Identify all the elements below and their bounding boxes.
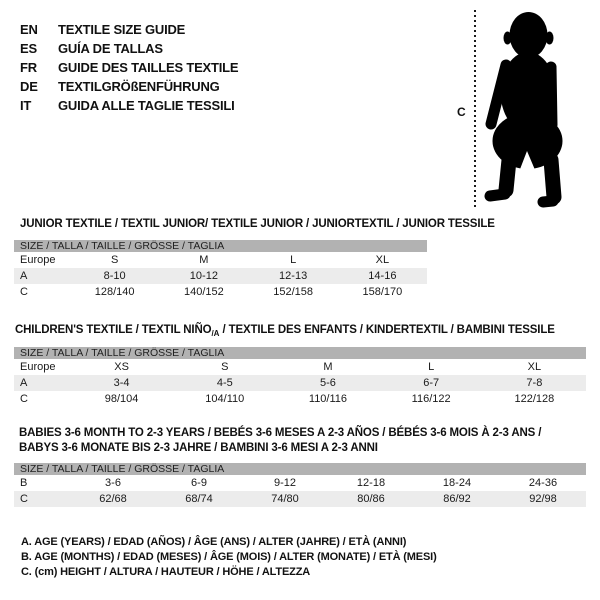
cell: 158/170 xyxy=(362,286,403,298)
language-title-list xyxy=(20,20,238,115)
lang-code: FR xyxy=(20,60,37,75)
cell: 6-9 xyxy=(191,477,207,489)
cell: 92/98 xyxy=(500,491,586,507)
cell: 110/116 xyxy=(308,393,348,405)
table-row xyxy=(14,268,427,284)
cell: 18-24 xyxy=(442,477,472,489)
cell: XS xyxy=(114,361,129,373)
footnote-b: B. AGE (MONTHS) / EDAD (MESES) / ÂGE (MOIS) / ALTER (MONATE) / ETÀ (MESI) xyxy=(21,551,437,564)
cell: 104/110 xyxy=(205,393,245,405)
cell: 68/74 xyxy=(156,491,242,507)
lang-row-fr xyxy=(20,58,238,77)
size-header-band: SIZE / TALLA / TAILLE / GRÖSSE / TAGLIA xyxy=(14,463,586,475)
table-row xyxy=(14,375,586,391)
babies-size-table xyxy=(14,463,586,507)
children-size-table xyxy=(14,347,586,407)
table-row xyxy=(14,240,427,252)
cell: M xyxy=(323,361,333,373)
lang-row-it xyxy=(20,96,238,115)
table-row xyxy=(14,391,586,407)
cell: 3-4 xyxy=(70,375,173,391)
guide-title-it: GUIDA ALLE TAGLIE TESSILI xyxy=(58,98,235,113)
guide-title-en: TEXTILE SIZE GUIDE xyxy=(58,22,186,37)
lang-code: DE xyxy=(20,79,38,94)
table-row xyxy=(14,491,586,507)
table-row xyxy=(14,475,586,491)
cell: 152/158 xyxy=(273,286,313,298)
junior-size-table xyxy=(14,240,427,300)
cell: M xyxy=(199,254,209,266)
junior-table-title: JUNIOR TEXTILE / TEXTIL JUNIOR/ TEXTILE JUNIOR / JUNIORTEXTIL / JUNIOR TESSILE xyxy=(20,218,495,230)
height-measure-dashed-line xyxy=(474,10,476,208)
cell: 3-6 xyxy=(105,477,121,489)
guide-title-fr: GUIDE DES TAILLES TEXTILE xyxy=(58,60,239,75)
size-header-band: SIZE / TALLA / TAILLE / GRÖSSE / TAGLIA xyxy=(14,347,586,359)
footnote-c: C. (cm) HEIGHT / ALTURA / HAUTEUR / HÖHE / ALTEZZA xyxy=(21,566,311,579)
height-measure-label: C xyxy=(457,105,466,119)
cell: 122/128 xyxy=(514,393,555,405)
title-text: / TEXTILE DES ENFANTS / KINDERTEXTIL / BAMBINI TESSILE xyxy=(219,324,555,336)
row-label: A xyxy=(14,268,70,284)
guide-title-de: TEXTILGRÖßENFÜHRUNG xyxy=(58,79,220,94)
children-table-title xyxy=(15,324,555,336)
babies-title-line1: BABIES 3-6 MONTH TO 2-3 YEARS / BEBÉS 3-6 MESES A 2-3 AÑOS / BÉBÉS 3-6 MOIS À 2-3 ANS / xyxy=(19,427,542,439)
cell: 116/122 xyxy=(411,393,451,405)
cell: 12-18 xyxy=(356,477,386,489)
row-label: C xyxy=(20,393,28,405)
cell: L xyxy=(290,254,297,266)
cell: 7-8 xyxy=(483,375,586,391)
cell: 86/92 xyxy=(414,491,500,507)
cell: 24-36 xyxy=(528,477,558,489)
cell: 62/68 xyxy=(70,491,156,507)
cell: L xyxy=(428,361,435,373)
cell: 9-12 xyxy=(273,477,297,489)
table-row xyxy=(14,463,586,475)
table-row xyxy=(14,359,586,375)
cell: 4-5 xyxy=(173,375,276,391)
footnote-a: A. AGE (YEARS) / EDAD (AÑOS) / ÂGE (ANS) / ALTER (JAHRE) / ETÀ (ANNI) xyxy=(21,536,407,548)
toddler-silhouette-icon xyxy=(481,5,573,212)
cell: 12-13 xyxy=(249,268,338,284)
lang-row-en xyxy=(20,20,238,39)
table-row xyxy=(14,252,427,268)
table-row xyxy=(14,284,427,300)
row-label: C xyxy=(14,491,70,507)
row-label: B xyxy=(20,477,28,489)
lang-row-es xyxy=(20,39,238,58)
cell: 6-7 xyxy=(380,375,483,391)
size-header-band: SIZE / TALLA / TAILLE / GRÖSSE / TAGLIA xyxy=(14,240,427,252)
cell: XL xyxy=(375,254,390,266)
row-label: C xyxy=(20,286,28,298)
cell: 140/152 xyxy=(183,286,224,298)
title-text: CHILDREN'S TEXTILE / TEXTIL NIÑO xyxy=(15,324,212,336)
cell: XL xyxy=(527,361,542,373)
cell: S xyxy=(110,254,119,266)
babies-title-line2: BABYS 3-6 MONATE BIS 2-3 JAHRE / BAMBINI 3-6 MESI A 2-3 ANNI xyxy=(19,442,378,454)
row-label: Europe xyxy=(20,361,56,373)
cell: 128/140 xyxy=(94,286,135,298)
lang-code: ES xyxy=(20,41,37,56)
lang-code: EN xyxy=(20,22,38,37)
row-label: Europe xyxy=(20,254,56,266)
cell: 74/80 xyxy=(242,491,328,507)
title-subscript: /A xyxy=(211,329,220,338)
row-label: A xyxy=(14,375,70,391)
lang-code: IT xyxy=(20,98,32,113)
cell: 8-10 xyxy=(70,268,159,284)
cell: 10-12 xyxy=(159,268,248,284)
table-row xyxy=(14,347,586,359)
legend-footnotes xyxy=(21,535,437,581)
cell: 5-6 xyxy=(276,375,379,391)
cell: 14-16 xyxy=(338,268,427,284)
cell: 80/86 xyxy=(328,491,414,507)
lang-row-de xyxy=(20,77,238,96)
babies-table-title xyxy=(19,426,579,456)
guide-title-es: GUÍA DE TALLAS xyxy=(58,41,163,56)
cell: 98/104 xyxy=(104,393,139,405)
cell: S xyxy=(221,361,229,373)
